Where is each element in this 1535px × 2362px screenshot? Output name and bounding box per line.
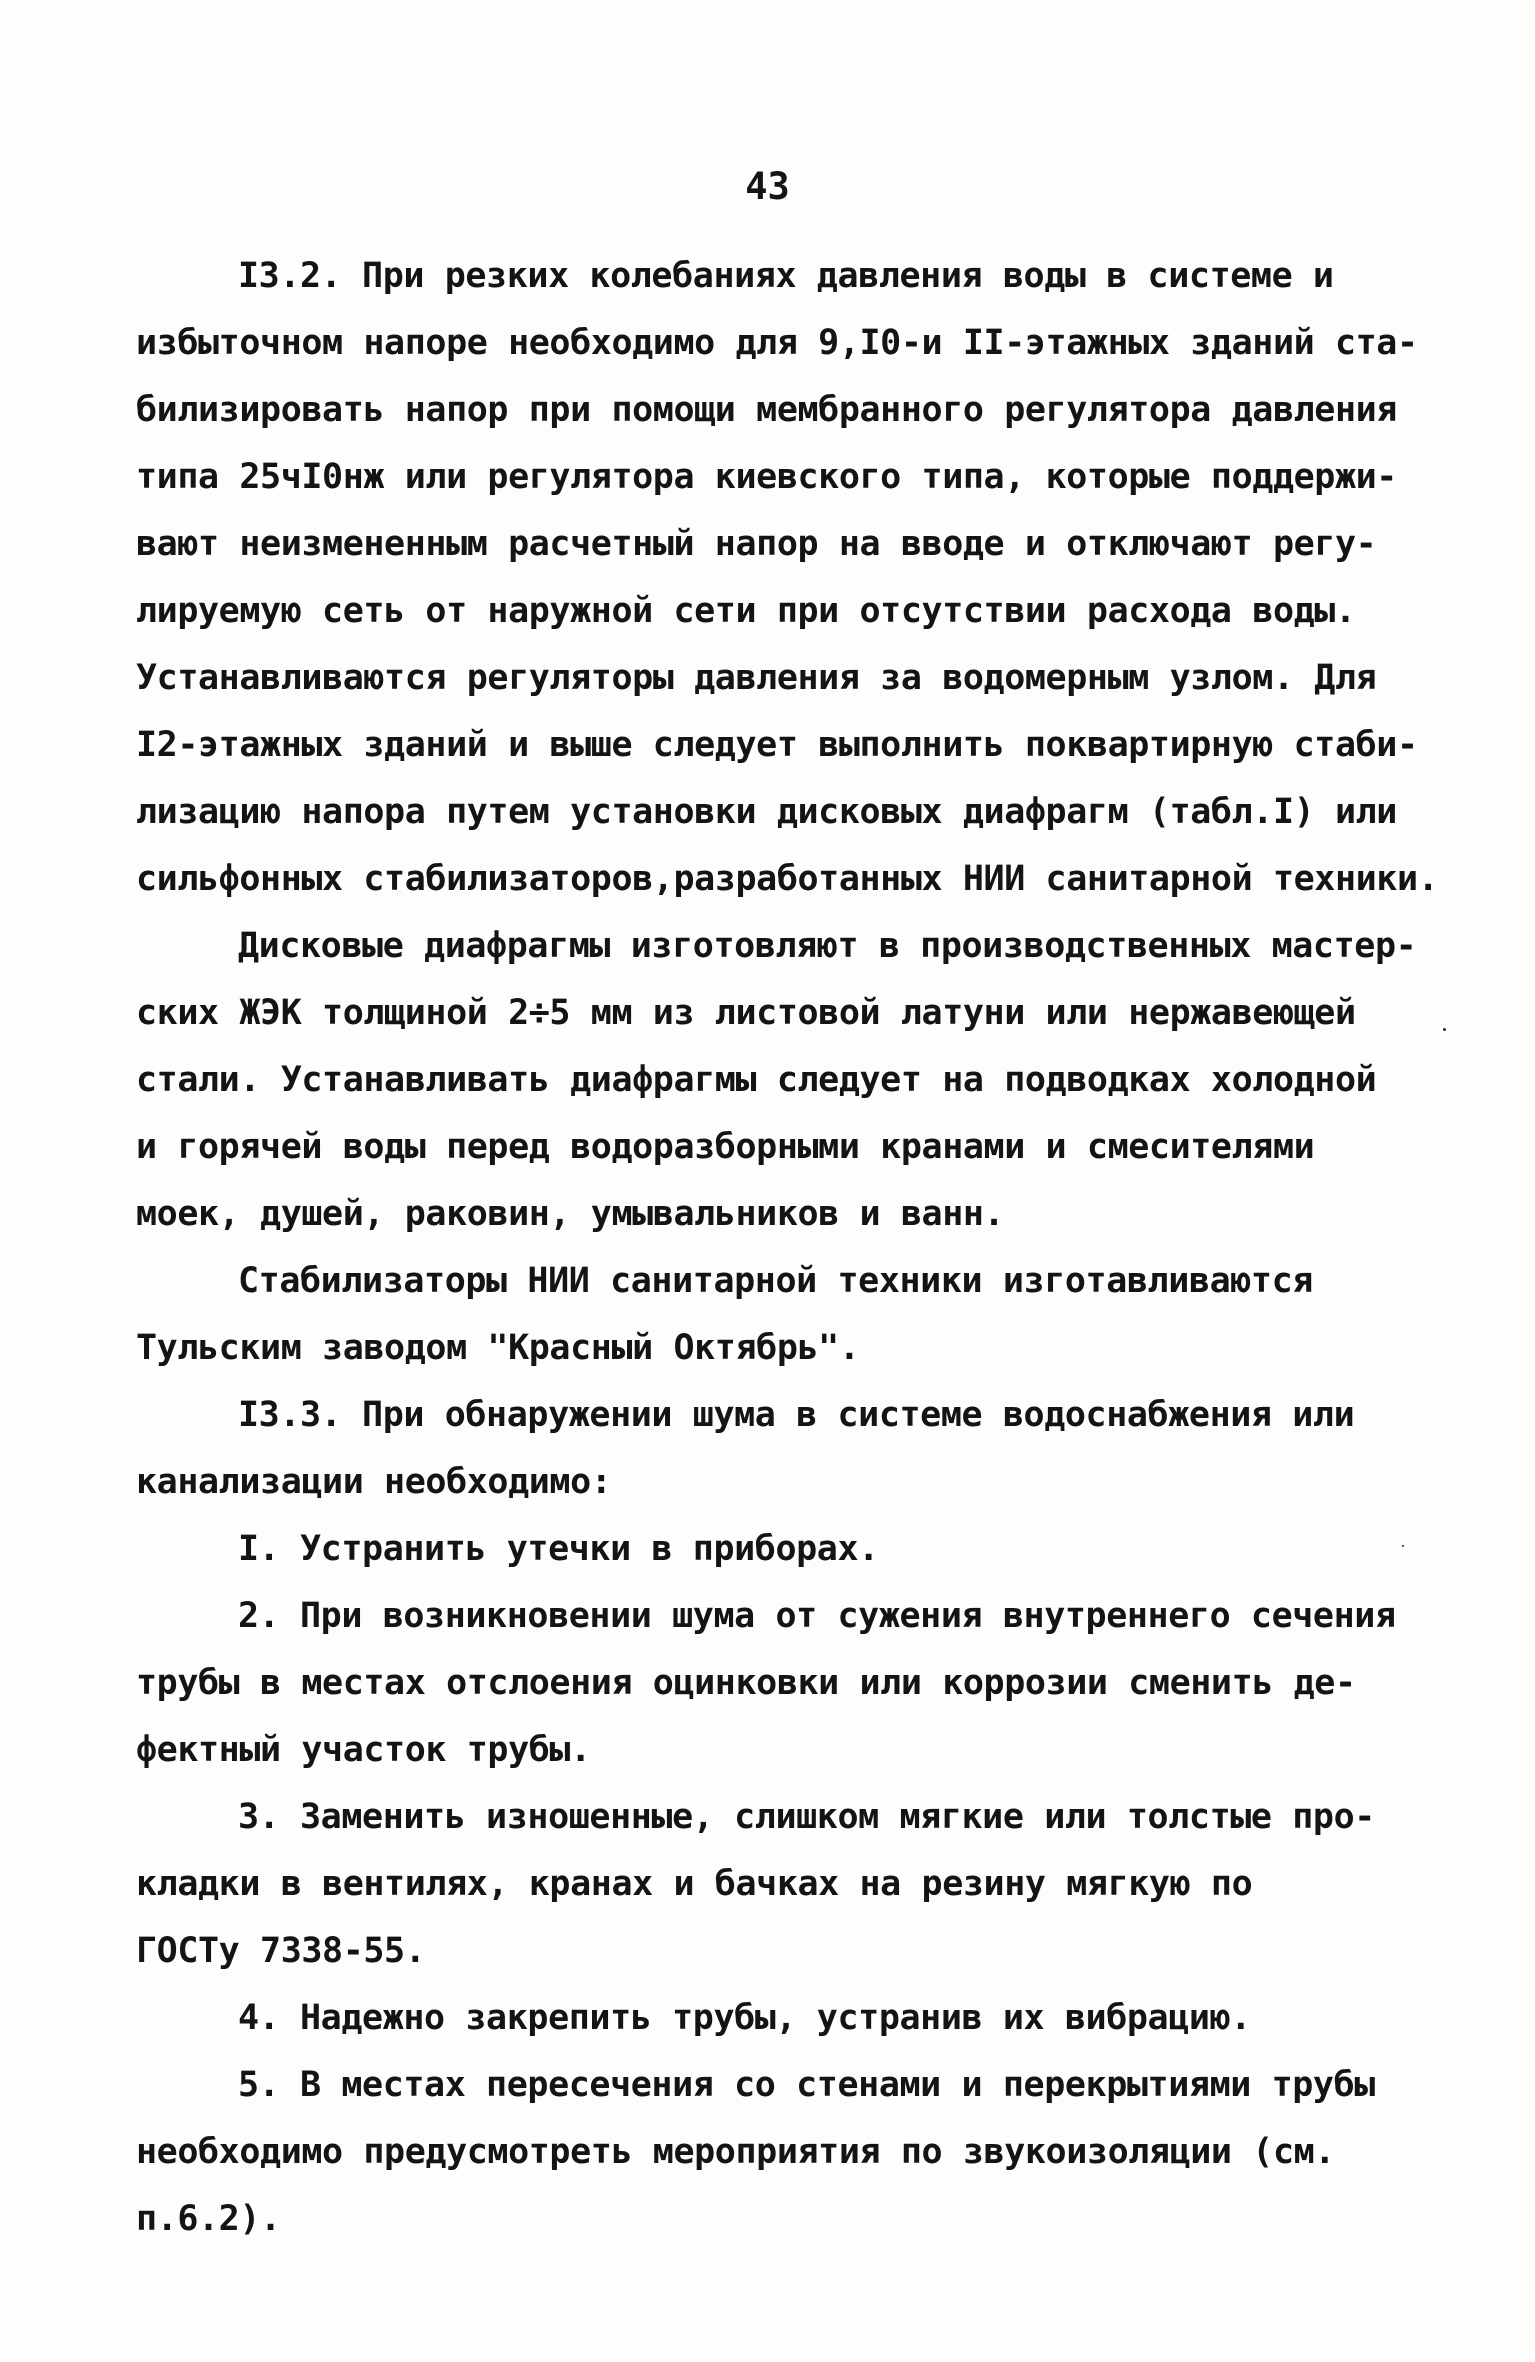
paragraph-13-2-line-1: I3.2. При резких колебаниях давления воды в системе и bbox=[238, 256, 1334, 296]
paragraph-diaphragms-line-5: моек, душей, раковин, умывальников и ванн. bbox=[136, 1194, 1005, 1234]
paragraph-diaphragms-line-3: стали. Устанавливать диафрагмы следует на подводках холодной bbox=[136, 1060, 1377, 1100]
list-item-5-line-2: необходимо предусмотреть мероприятия по звукоизоляции (см. bbox=[136, 2132, 1335, 2172]
list-item-2-line-2: трубы в местах отслоения оцинковки или коррозии сменить де- bbox=[136, 1663, 1356, 1703]
list-item-2-line-3: фектный участок трубы. bbox=[136, 1730, 591, 1770]
paragraph-stabilizers-line-2: Тульским заводом "Красный Октябрь". bbox=[136, 1328, 860, 1368]
paragraph-13-2-line-7: Устанавливаются регуляторы давления за водомерным узлом. Для bbox=[136, 658, 1377, 698]
scan-speck bbox=[1402, 1545, 1404, 1547]
paragraph-13-3-line-1: I3.3. При обнаружении шума в системе водоснабжения или bbox=[238, 1395, 1355, 1435]
paragraph-diaphragms-line-2: ских ЖЭК толщиной 2÷5 мм из листовой латуни или нержавеющей bbox=[136, 993, 1356, 1033]
paragraph-diaphragms-line-1: Дисковые диафрагмы изготовляют в производственных мастер- bbox=[238, 926, 1417, 966]
paragraph-13-2-line-10: сильфонных стабилизаторов,разработанных НИИ санитарной техники. bbox=[136, 859, 1439, 899]
list-item-3-line-2: кладки в вентилях, кранах и бачках на резину мягкую по bbox=[136, 1864, 1253, 1904]
paragraph-13-2-line-5: вают неизмененным расчетный напор на вводе и отключают регу- bbox=[136, 524, 1377, 564]
paragraph-13-2-line-8: I2-этажных зданий и выше следует выполнить поквартирную стаби- bbox=[136, 725, 1418, 765]
paragraph-13-2-line-6: лируемую сеть от наружной сети при отсутствии расхода воды. bbox=[136, 591, 1356, 631]
paragraph-diaphragms-line-4: и горячей воды перед водоразборными кранами и смесителями bbox=[136, 1127, 1315, 1167]
paragraph-13-2-line-9: лизацию напора путем установки дисковых диафрагм (табл.I) или bbox=[136, 792, 1397, 832]
paragraph-13-2-line-4: типа 25чI0нж или регулятора киевского типа, которые поддержи- bbox=[136, 457, 1397, 497]
list-item-2-line-1: 2. При возникновении шума от сужения внутреннего сечения bbox=[238, 1596, 1396, 1636]
list-item-4: 4. Надежно закрепить трубы, устранив их вибрацию. bbox=[238, 1998, 1251, 2038]
list-item-3-line-3: ГОСТу 7338-55. bbox=[136, 1931, 426, 1971]
paragraph-stabilizers-line-1: Стабилизаторы НИИ санитарной техники изготавливаются bbox=[238, 1261, 1313, 1301]
list-item-1: I. Устранить утечки в приборах. bbox=[238, 1529, 879, 1569]
page-number: 43 bbox=[745, 165, 790, 208]
paragraph-13-2-line-3: билизировать напор при помощи мембранного регулятора давления bbox=[136, 390, 1397, 430]
list-item-3-line-1: 3. Заменить изношенные, слишком мягкие или толстые про- bbox=[238, 1797, 1375, 1837]
list-item-5-line-1: 5. В местах пересечения со стенами и перекрытиями трубы bbox=[238, 2065, 1375, 2105]
scan-speck bbox=[1443, 1028, 1446, 1031]
paragraph-13-2-line-2: избыточном напоре необходимо для 9,I0-и II-этажных зданий ста- bbox=[136, 323, 1418, 363]
paragraph-13-3-line-2: канализации необходимо: bbox=[136, 1462, 612, 1502]
list-item-5-line-3: п.6.2). bbox=[136, 2199, 281, 2239]
